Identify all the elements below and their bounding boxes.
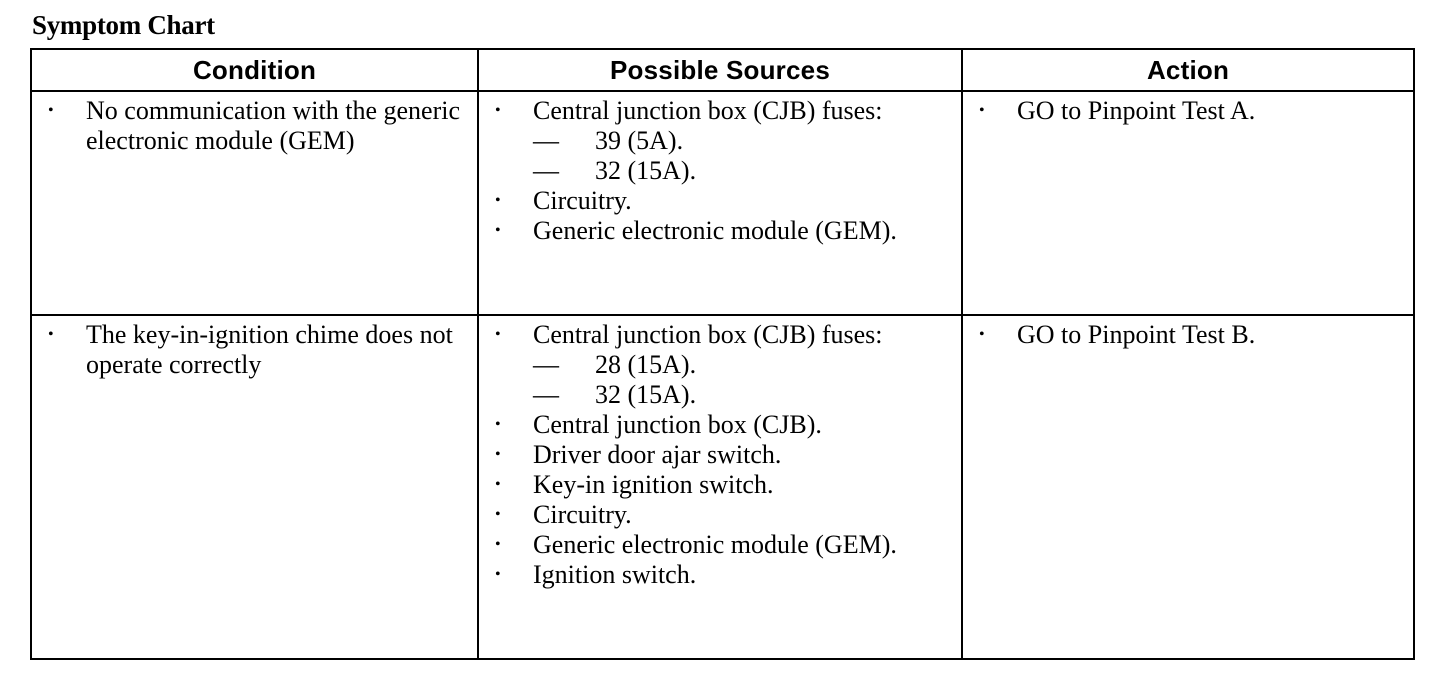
source-text: Central junction box (CJB) fuses:: [533, 320, 883, 349]
fuse-text: 32 (15A).: [595, 156, 697, 185]
possible-sources-cell: [478, 91, 962, 315]
source-text: Generic electronic module (GEM).: [533, 216, 897, 245]
bullet-icon: •: [495, 536, 501, 553]
bullet-icon: •: [495, 102, 501, 119]
column-header-condition: Condition: [31, 49, 478, 91]
list-item: [487, 470, 953, 500]
symptom-table: [30, 48, 1415, 660]
bullet-icon: •: [979, 326, 985, 343]
list-item: [971, 96, 1405, 126]
bullet-icon: •: [495, 222, 501, 239]
list-item: [40, 96, 469, 156]
list-item: [971, 320, 1405, 350]
action-cell: [962, 91, 1414, 315]
dash-icon: —: [533, 350, 559, 379]
column-header-action: Action: [962, 49, 1414, 91]
list-item: [487, 320, 953, 410]
possible-sources-cell: [478, 315, 962, 659]
condition-cell: [31, 315, 478, 659]
source-text: Central junction box (CJB) fuses:: [533, 96, 883, 125]
dash-icon: —: [533, 156, 559, 185]
action-cell: [962, 315, 1414, 659]
list-item: [487, 440, 953, 470]
bullet-icon: •: [495, 446, 501, 463]
column-header-possible-sources: Possible Sources: [478, 49, 962, 91]
sub-list-item: [533, 126, 953, 156]
list-item: [40, 320, 469, 380]
fuse-text: 39 (5A).: [595, 126, 684, 155]
source-text: Circuitry.: [533, 500, 632, 529]
sub-list-item: [533, 156, 953, 186]
bullet-icon: •: [495, 326, 501, 343]
bullet-icon: •: [48, 102, 54, 119]
condition-cell: [31, 91, 478, 315]
bullet-icon: •: [495, 416, 501, 433]
source-text: Ignition switch.: [533, 560, 697, 589]
sub-list-item: [533, 350, 953, 380]
fuse-text: 28 (15A).: [595, 350, 697, 379]
source-text: Circuitry.: [533, 186, 632, 215]
table-row: [31, 91, 1414, 315]
list-item: [487, 96, 953, 186]
bullet-icon: •: [495, 566, 501, 583]
sub-list-item: [533, 380, 953, 410]
table-row: [31, 315, 1414, 659]
list-item: [487, 186, 953, 216]
source-text: Central junction box (CJB).: [533, 410, 822, 439]
bullet-icon: •: [48, 326, 54, 343]
list-item: [487, 560, 953, 590]
bullet-icon: •: [495, 506, 501, 523]
action-text: GO to Pinpoint Test A.: [1017, 96, 1256, 125]
page-title: Symptom Chart: [32, 10, 215, 40]
table-header-row: [31, 49, 1414, 91]
source-text: Generic electronic module (GEM).: [533, 530, 897, 559]
source-text: Driver door ajar switch.: [533, 440, 782, 469]
dash-icon: —: [533, 126, 559, 155]
condition-text: No communication with the generic electronic module (GEM): [86, 96, 461, 155]
source-text: Key-in ignition switch.: [533, 470, 774, 499]
list-item: [487, 530, 953, 560]
list-item: [487, 216, 953, 246]
action-text: GO to Pinpoint Test B.: [1017, 320, 1256, 349]
list-item: [487, 410, 953, 440]
dash-icon: —: [533, 380, 559, 409]
bullet-icon: •: [495, 476, 501, 493]
fuse-text: 32 (15A).: [595, 380, 697, 409]
bullet-icon: •: [495, 192, 501, 209]
bullet-icon: •: [979, 102, 985, 119]
condition-text: The key-in-ignition chime does not operate correctly: [86, 320, 453, 379]
list-item: [487, 500, 953, 530]
